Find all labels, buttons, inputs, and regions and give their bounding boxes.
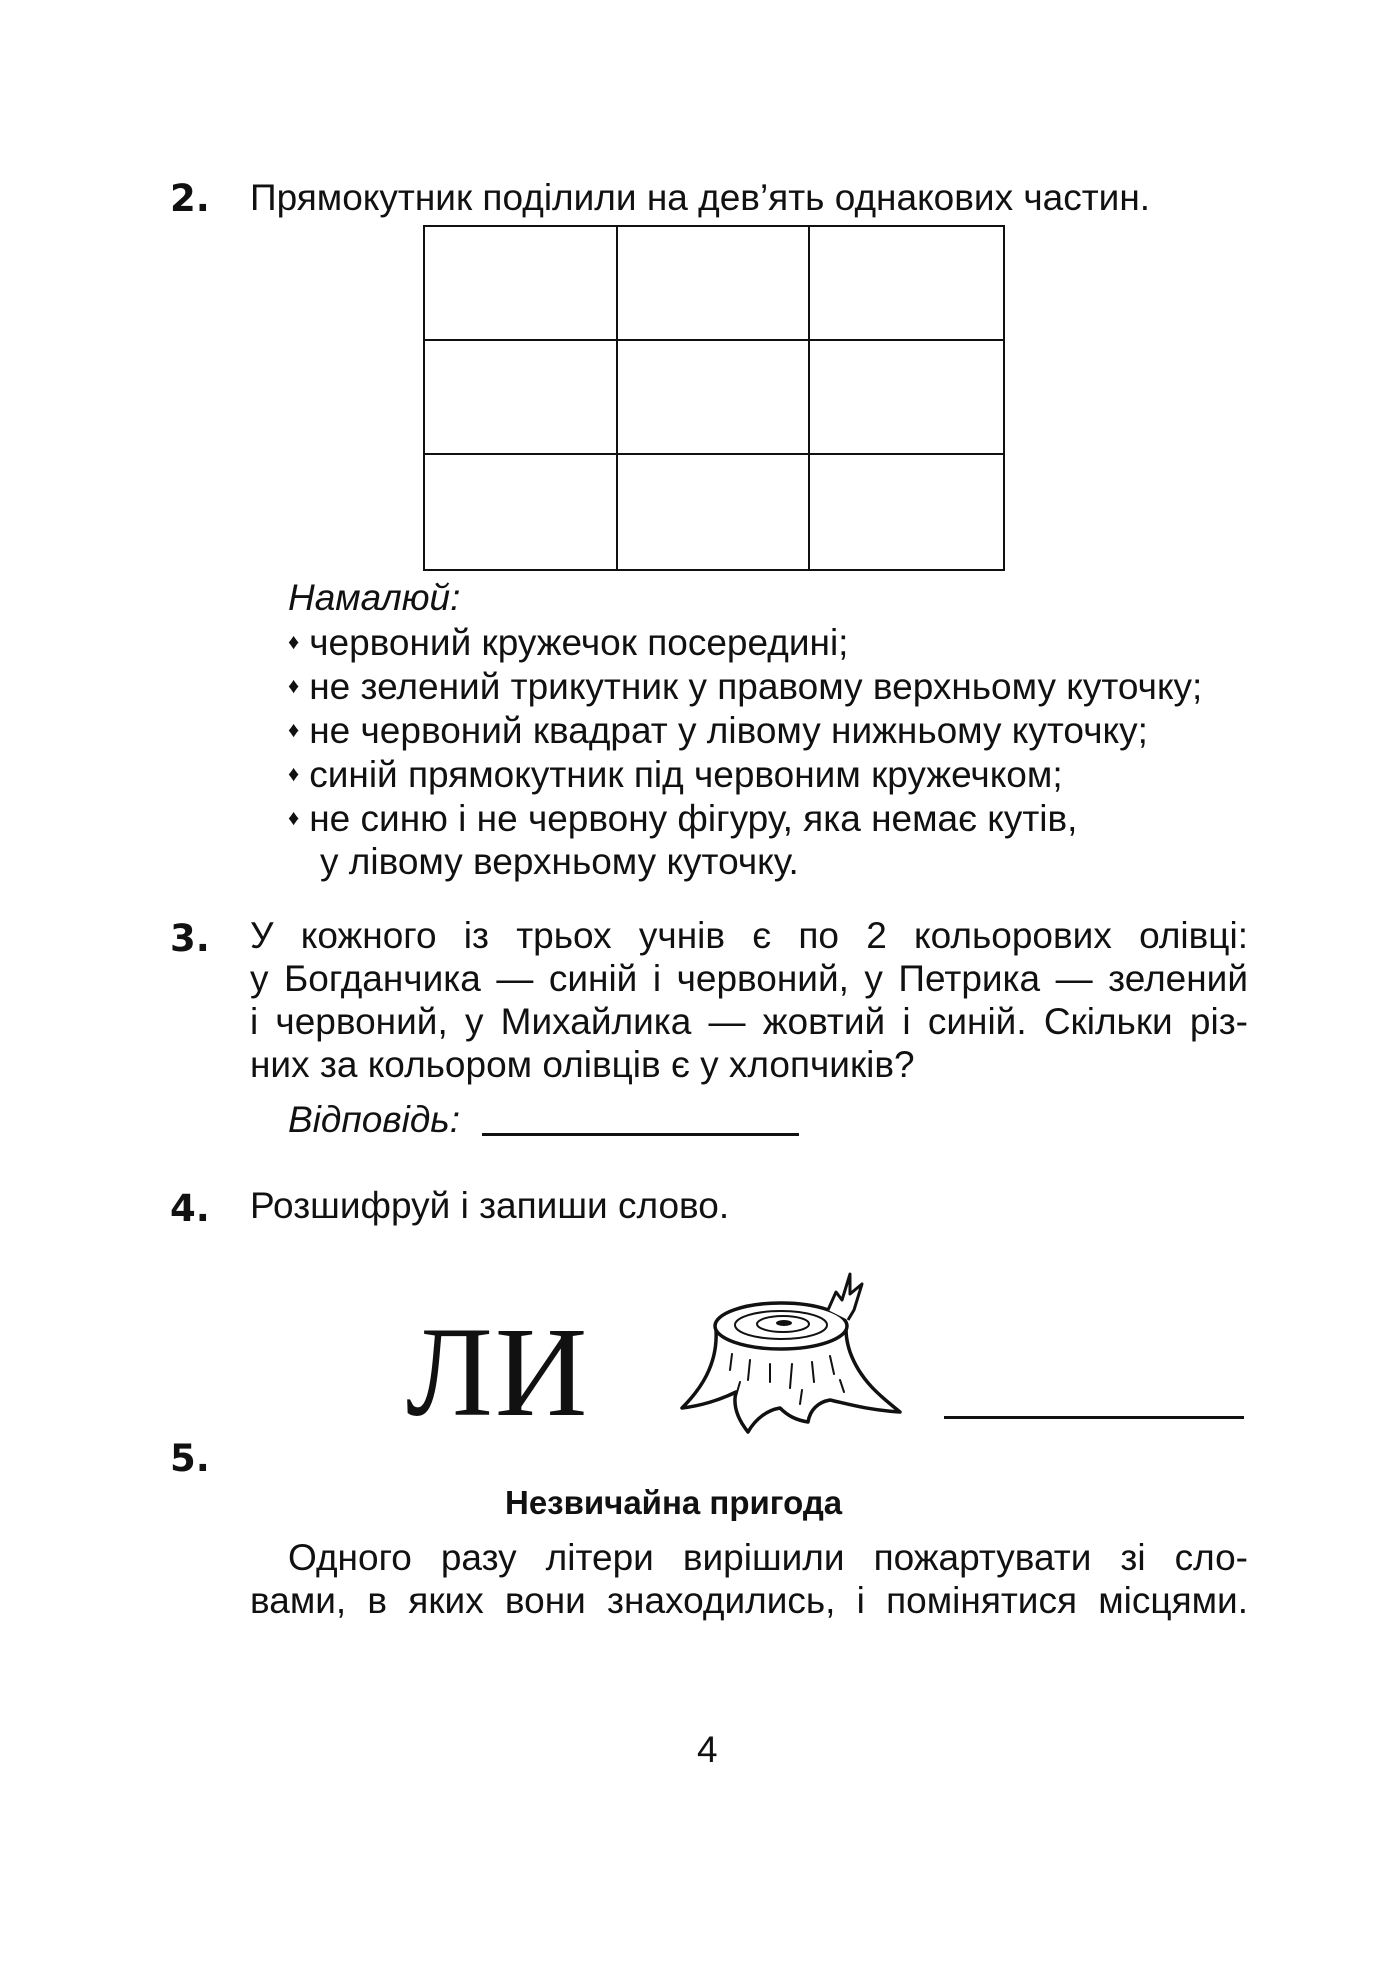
answer-blank[interactable] — [482, 1133, 799, 1136]
diamond-bullet-icon: ♦ — [288, 717, 300, 742]
story-line: Одного разу літери вирішили пожартувати зі сло- — [288, 1537, 1248, 1578]
task-3-number: 3. — [170, 917, 210, 960]
task-4-prompt: Розшифруй і запиши слово. — [250, 1185, 730, 1226]
nine-cell-rectangle — [423, 225, 1005, 571]
task-3-line: у Богданчика — синій і червоний, у Петрика — зелений — [250, 958, 1248, 999]
grid-cell-center — [618, 341, 811, 455]
task-3-line: них за кольором олівців є у хлопчиків? — [250, 1044, 915, 1085]
answer-label: Відповідь: — [288, 1099, 461, 1140]
list-item-text: синій прямокутник під червоним кружечком; — [309, 754, 1063, 795]
answer-word-blank[interactable] — [944, 1416, 1244, 1419]
grid-cell-bottom-right — [810, 455, 1003, 569]
task-2-prompt: Прямокутник поділили на дев’ять однакових частин. — [250, 177, 1151, 218]
diamond-bullet-icon: ♦ — [288, 805, 300, 830]
task-3-line: У кожного із трьох учнів є по 2 кольорових олівці: — [250, 915, 1248, 956]
grid-cell-bottom-left — [425, 455, 618, 569]
grid-cell-middle-left — [425, 341, 618, 455]
task-3-text — [250, 914, 1248, 1086]
list-item-text: не зелений трикутник у правому верхньому куточку; — [309, 666, 1203, 707]
grid-cell-bottom-middle — [618, 455, 811, 569]
story-text — [250, 1536, 1248, 1622]
task-4-number: 4. — [170, 1187, 210, 1230]
rebus-letters: ЛИ — [406, 1301, 590, 1443]
diamond-bullet-icon: ♦ — [288, 761, 300, 786]
diamond-bullet-icon: ♦ — [288, 673, 300, 698]
draw-instruction-label: Намалюй: — [288, 577, 461, 618]
story-title: Незвичайна пригода — [505, 1484, 843, 1521]
list-item — [288, 664, 1202, 708]
list-item — [288, 796, 1202, 840]
draw-instruction-list — [288, 620, 1202, 883]
task-2-number: 2. — [170, 177, 210, 220]
list-item — [288, 752, 1202, 796]
list-item-text: не червоний квадрат у лівому нижньому куточку; — [309, 710, 1148, 751]
list-item-text: червоний кружечок посередині; — [309, 622, 849, 663]
grid-cell-top-right — [810, 227, 1003, 341]
list-item-continuation: у лівому верхньому куточку. — [320, 841, 799, 882]
list-item — [288, 708, 1202, 752]
task-5-number: 5. — [170, 1437, 210, 1480]
diamond-bullet-icon: ♦ — [288, 629, 300, 654]
grid-cell-top-middle — [618, 227, 811, 341]
list-item-text: не синю і не червону фігуру, яка немає кутів, — [309, 798, 1078, 839]
page-number: 4 — [697, 1729, 718, 1770]
list-item — [288, 620, 1202, 664]
tree-stump-icon — [680, 1270, 905, 1440]
grid-cell-middle-right — [810, 341, 1003, 455]
story-line: вами, в яких вони знаходились, і помінятися місцями. — [250, 1580, 1248, 1621]
task-3-line: і червоний, у Михайлика — жовтий і синій. Скільки різ- — [250, 1001, 1248, 1042]
grid-cell-top-left — [425, 227, 618, 341]
